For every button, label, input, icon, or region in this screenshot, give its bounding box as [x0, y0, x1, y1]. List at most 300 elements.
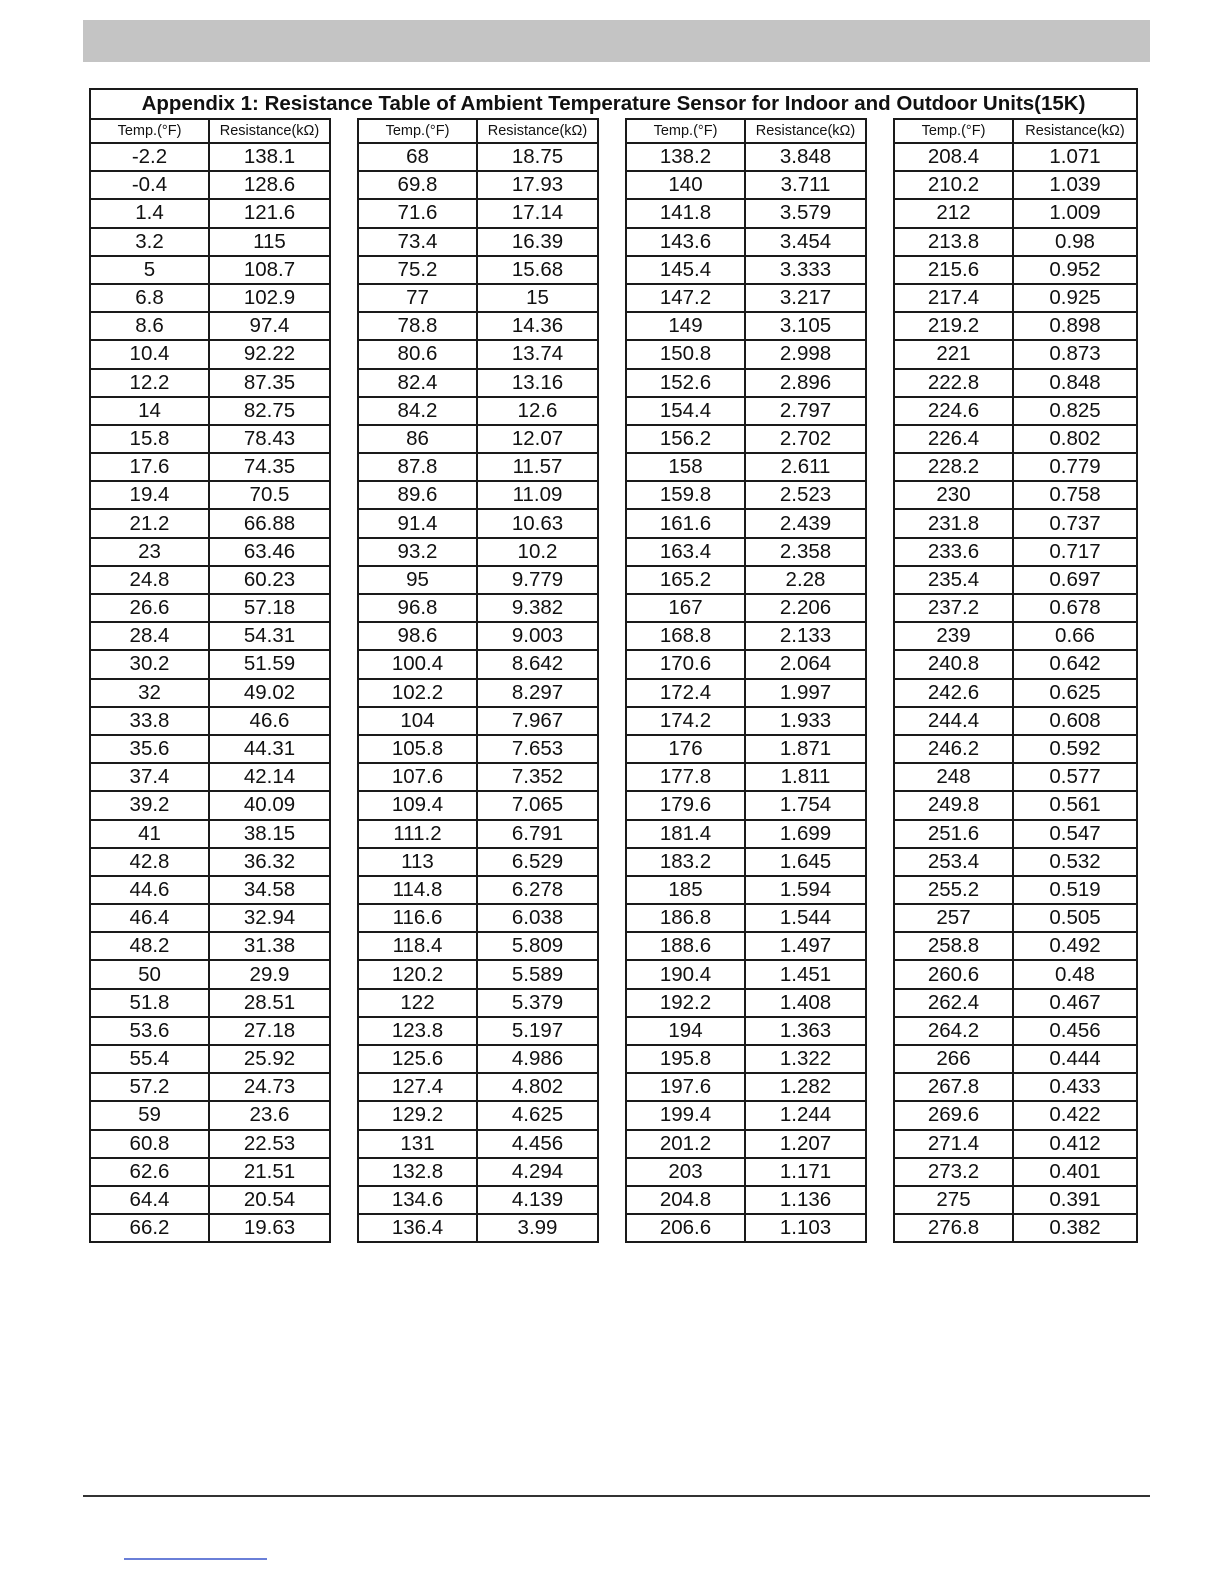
resistance-cell: 15	[477, 284, 598, 312]
resistance-cell: 1.997	[745, 679, 866, 707]
column-gap	[330, 1130, 358, 1158]
temp-cell: 181.4	[626, 820, 745, 848]
resistance-cell: 66.88	[209, 509, 330, 537]
resistance-cell: 0.717	[1013, 538, 1137, 566]
column-gap	[866, 284, 894, 312]
temp-cell: 253.4	[894, 848, 1013, 876]
temp-cell: 231.8	[894, 509, 1013, 537]
resistance-cell: 0.779	[1013, 453, 1137, 481]
resistance-cell: 1.699	[745, 820, 866, 848]
resistance-cell: 0.697	[1013, 566, 1137, 594]
resistance-cell: 12.6	[477, 397, 598, 425]
resistance-cell: 3.711	[745, 171, 866, 199]
resistance-cell: 87.35	[209, 369, 330, 397]
table-row	[90, 932, 1137, 960]
table-row	[90, 1045, 1137, 1073]
column-gap	[330, 143, 358, 171]
resistance-cell: 10.2	[477, 538, 598, 566]
column-gap	[330, 284, 358, 312]
footer-link-underline[interactable]	[124, 1558, 267, 1560]
resistance-cell: 138.1	[209, 143, 330, 171]
column-gap	[866, 904, 894, 932]
temp-cell: 24.8	[90, 566, 209, 594]
resistance-cell: 1.136	[745, 1186, 866, 1214]
resistance-cell: 1.322	[745, 1045, 866, 1073]
column-gap	[598, 397, 626, 425]
temp-cell: 84.2	[358, 397, 477, 425]
resistance-cell: 25.92	[209, 1045, 330, 1073]
resistance-cell: 7.065	[477, 791, 598, 819]
resistance-cell: 21.51	[209, 1158, 330, 1186]
resistance-cell: 6.791	[477, 820, 598, 848]
temp-cell: 224.6	[894, 397, 1013, 425]
temp-cell: 260.6	[894, 960, 1013, 988]
resistance-cell: 2.358	[745, 538, 866, 566]
resistance-cell: 0.561	[1013, 791, 1137, 819]
column-gap	[866, 1130, 894, 1158]
temp-cell: 147.2	[626, 284, 745, 312]
column-header-resistance: Resistance(kΩ)	[745, 119, 866, 143]
column-gap	[598, 876, 626, 904]
column-gap	[866, 119, 894, 143]
temp-cell: 32	[90, 679, 209, 707]
resistance-cell: 20.54	[209, 1186, 330, 1214]
temp-cell: 174.2	[626, 707, 745, 735]
resistance-cell: 0.758	[1013, 481, 1137, 509]
resistance-cell: 6.038	[477, 904, 598, 932]
temp-cell: 131	[358, 1130, 477, 1158]
temp-cell: 53.6	[90, 1017, 209, 1045]
resistance-cell: 92.22	[209, 340, 330, 368]
temp-cell: 152.6	[626, 369, 745, 397]
table-row	[90, 538, 1137, 566]
table-row	[90, 509, 1137, 537]
column-gap	[866, 650, 894, 678]
table-row	[90, 369, 1137, 397]
column-gap	[330, 481, 358, 509]
column-gap	[330, 453, 358, 481]
column-gap	[330, 820, 358, 848]
resistance-cell: 1.408	[745, 989, 866, 1017]
resistance-cell: 10.63	[477, 509, 598, 537]
temp-cell: 228.2	[894, 453, 1013, 481]
column-gap	[330, 256, 358, 284]
resistance-cell: 38.15	[209, 820, 330, 848]
temp-cell: 113	[358, 848, 477, 876]
temp-cell: 8.6	[90, 312, 209, 340]
column-gap	[598, 143, 626, 171]
temp-cell: 194	[626, 1017, 745, 1045]
resistance-cell: 0.873	[1013, 340, 1137, 368]
resistance-cell: 0.382	[1013, 1214, 1137, 1242]
resistance-cell: 0.898	[1013, 312, 1137, 340]
resistance-cell: 11.57	[477, 453, 598, 481]
temp-cell: 129.2	[358, 1101, 477, 1129]
temp-cell: 10.4	[90, 340, 209, 368]
temp-cell: 248	[894, 763, 1013, 791]
temp-cell: 255.2	[894, 876, 1013, 904]
table-row	[90, 791, 1137, 819]
temp-cell: 213.8	[894, 228, 1013, 256]
resistance-cell: 0.412	[1013, 1130, 1137, 1158]
table-row	[90, 707, 1137, 735]
column-gap	[598, 594, 626, 622]
column-gap	[330, 119, 358, 143]
temp-cell: 186.8	[626, 904, 745, 932]
table-row	[90, 848, 1137, 876]
column-gap	[866, 735, 894, 763]
column-gap	[866, 679, 894, 707]
resistance-cell: 102.9	[209, 284, 330, 312]
temp-cell: 15.8	[90, 425, 209, 453]
resistance-cell: 9.003	[477, 622, 598, 650]
resistance-cell: 7.653	[477, 735, 598, 763]
column-gap	[866, 848, 894, 876]
temp-cell: 215.6	[894, 256, 1013, 284]
temp-cell: 185	[626, 876, 745, 904]
temp-cell: 165.2	[626, 566, 745, 594]
column-gap	[330, 199, 358, 227]
column-gap	[598, 735, 626, 763]
temp-cell: 107.6	[358, 763, 477, 791]
temp-cell: 118.4	[358, 932, 477, 960]
column-gap	[866, 1017, 894, 1045]
resistance-cell: 3.848	[745, 143, 866, 171]
temp-cell: 222.8	[894, 369, 1013, 397]
temp-cell: 154.4	[626, 397, 745, 425]
column-gap	[866, 876, 894, 904]
column-gap	[330, 312, 358, 340]
temp-cell: 14	[90, 397, 209, 425]
resistance-cell: 19.63	[209, 1214, 330, 1242]
resistance-cell: 0.825	[1013, 397, 1137, 425]
resistance-cell: 0.952	[1013, 256, 1137, 284]
temp-cell: 262.4	[894, 989, 1013, 1017]
column-gap	[598, 284, 626, 312]
resistance-cell: 46.6	[209, 707, 330, 735]
column-gap	[598, 1158, 626, 1186]
column-gap	[330, 1214, 358, 1242]
resistance-cell: 128.6	[209, 171, 330, 199]
column-gap	[330, 228, 358, 256]
table-row	[90, 1073, 1137, 1101]
resistance-cell: 8.297	[477, 679, 598, 707]
resistance-cell: 16.39	[477, 228, 598, 256]
resistance-cell: 7.352	[477, 763, 598, 791]
resistance-cell: 0.98	[1013, 228, 1137, 256]
resistance-cell: 5.589	[477, 960, 598, 988]
resistance-cell: 1.071	[1013, 143, 1137, 171]
column-gap	[866, 622, 894, 650]
resistance-cell: 17.93	[477, 171, 598, 199]
temp-cell: 55.4	[90, 1045, 209, 1073]
column-header-resistance: Resistance(kΩ)	[209, 119, 330, 143]
temp-cell: 37.4	[90, 763, 209, 791]
temp-cell: 217.4	[894, 284, 1013, 312]
resistance-cell: 4.456	[477, 1130, 598, 1158]
resistance-table	[89, 88, 1138, 1243]
column-gap	[598, 1130, 626, 1158]
resistance-cell: 13.16	[477, 369, 598, 397]
column-gap	[598, 1214, 626, 1242]
temp-cell: 30.2	[90, 650, 209, 678]
temp-cell: 204.8	[626, 1186, 745, 1214]
table-body	[90, 143, 1137, 1242]
temp-cell: 138.2	[626, 143, 745, 171]
table-row	[90, 763, 1137, 791]
table-row	[90, 228, 1137, 256]
resistance-cell: 0.492	[1013, 932, 1137, 960]
resistance-cell: 7.967	[477, 707, 598, 735]
resistance-cell: 6.529	[477, 848, 598, 876]
temp-cell: 111.2	[358, 820, 477, 848]
temp-cell: 237.2	[894, 594, 1013, 622]
resistance-cell: 0.519	[1013, 876, 1137, 904]
column-gap	[866, 1158, 894, 1186]
page-header-bar	[83, 20, 1150, 62]
resistance-cell: 49.02	[209, 679, 330, 707]
table-row	[90, 989, 1137, 1017]
resistance-cell: 2.998	[745, 340, 866, 368]
temp-cell: 150.8	[626, 340, 745, 368]
temp-cell: 156.2	[626, 425, 745, 453]
temp-cell: 44.6	[90, 876, 209, 904]
resistance-cell: 0.456	[1013, 1017, 1137, 1045]
temp-cell: 197.6	[626, 1073, 745, 1101]
temp-cell: 266	[894, 1045, 1013, 1073]
column-gap	[330, 1017, 358, 1045]
column-gap	[598, 650, 626, 678]
resistance-cell: 2.797	[745, 397, 866, 425]
resistance-cell: 3.333	[745, 256, 866, 284]
column-gap	[598, 538, 626, 566]
table-row	[90, 1158, 1137, 1186]
temp-cell: -0.4	[90, 171, 209, 199]
column-gap	[330, 1045, 358, 1073]
resistance-cell: 2.896	[745, 369, 866, 397]
resistance-cell: 2.702	[745, 425, 866, 453]
temp-cell: 230	[894, 481, 1013, 509]
column-gap	[330, 791, 358, 819]
temp-cell: 57.2	[90, 1073, 209, 1101]
resistance-cell: 22.53	[209, 1130, 330, 1158]
table-row	[90, 566, 1137, 594]
temp-cell: 51.8	[90, 989, 209, 1017]
table-row	[90, 397, 1137, 425]
temp-cell: 192.2	[626, 989, 745, 1017]
column-gap	[330, 989, 358, 1017]
resistance-cell: 0.48	[1013, 960, 1137, 988]
column-gap	[330, 876, 358, 904]
resistance-cell: 0.66	[1013, 622, 1137, 650]
resistance-cell: 108.7	[209, 256, 330, 284]
column-gap	[330, 594, 358, 622]
column-header-temp: Temp.(°F)	[894, 119, 1013, 143]
temp-cell: 77	[358, 284, 477, 312]
resistance-cell: 1.451	[745, 960, 866, 988]
temp-cell: 183.2	[626, 848, 745, 876]
table-row	[90, 1017, 1137, 1045]
column-gap	[330, 369, 358, 397]
resistance-table-container	[89, 88, 1136, 1243]
table-row	[90, 650, 1137, 678]
temp-cell: 264.2	[894, 1017, 1013, 1045]
column-gap	[598, 989, 626, 1017]
table-row	[90, 876, 1137, 904]
resistance-cell: 31.38	[209, 932, 330, 960]
column-header-temp: Temp.(°F)	[626, 119, 745, 143]
column-gap	[598, 256, 626, 284]
temp-cell: 6.8	[90, 284, 209, 312]
resistance-cell: 13.74	[477, 340, 598, 368]
temp-cell: 172.4	[626, 679, 745, 707]
resistance-cell: 1.363	[745, 1017, 866, 1045]
resistance-cell: 51.59	[209, 650, 330, 678]
resistance-cell: 1.497	[745, 932, 866, 960]
column-gap	[598, 566, 626, 594]
table-row	[90, 171, 1137, 199]
resistance-cell: 1.103	[745, 1214, 866, 1242]
column-gap	[866, 256, 894, 284]
column-gap	[330, 340, 358, 368]
temp-cell: 249.8	[894, 791, 1013, 819]
temp-cell: 73.4	[358, 228, 477, 256]
resistance-cell: 1.282	[745, 1073, 866, 1101]
column-gap	[598, 679, 626, 707]
temp-cell: 46.4	[90, 904, 209, 932]
temp-cell: 269.6	[894, 1101, 1013, 1129]
table-row	[90, 904, 1137, 932]
temp-cell: 104	[358, 707, 477, 735]
temp-cell: 86	[358, 425, 477, 453]
temp-cell: 60.8	[90, 1130, 209, 1158]
column-gap	[866, 453, 894, 481]
table-row	[90, 1130, 1137, 1158]
resistance-cell: 0.642	[1013, 650, 1137, 678]
resistance-cell: 54.31	[209, 622, 330, 650]
resistance-cell: 6.278	[477, 876, 598, 904]
column-gap	[598, 1186, 626, 1214]
resistance-cell: 0.505	[1013, 904, 1137, 932]
column-gap	[598, 1017, 626, 1045]
resistance-cell: 18.75	[477, 143, 598, 171]
table-row	[90, 340, 1137, 368]
column-gap	[598, 932, 626, 960]
temp-cell: 201.2	[626, 1130, 745, 1158]
temp-cell: 258.8	[894, 932, 1013, 960]
resistance-cell: 60.23	[209, 566, 330, 594]
resistance-cell: 0.737	[1013, 509, 1137, 537]
temp-cell: 120.2	[358, 960, 477, 988]
resistance-cell: 1.754	[745, 791, 866, 819]
temp-cell: 208.4	[894, 143, 1013, 171]
resistance-cell: 0.678	[1013, 594, 1137, 622]
resistance-cell: 1.544	[745, 904, 866, 932]
column-gap	[330, 509, 358, 537]
column-gap	[598, 1101, 626, 1129]
temp-cell: 68	[358, 143, 477, 171]
temp-cell: 170.6	[626, 650, 745, 678]
resistance-cell: 34.58	[209, 876, 330, 904]
temp-cell: 210.2	[894, 171, 1013, 199]
resistance-cell: 23.6	[209, 1101, 330, 1129]
resistance-cell: 8.642	[477, 650, 598, 678]
temp-cell: 127.4	[358, 1073, 477, 1101]
resistance-cell: 1.009	[1013, 199, 1137, 227]
table-row	[90, 622, 1137, 650]
resistance-cell: 1.207	[745, 1130, 866, 1158]
column-gap	[866, 791, 894, 819]
temp-cell: 235.4	[894, 566, 1013, 594]
temp-cell: 66.2	[90, 1214, 209, 1242]
resistance-cell: 15.68	[477, 256, 598, 284]
column-gap	[598, 369, 626, 397]
column-gap	[866, 1045, 894, 1073]
resistance-cell: 0.547	[1013, 820, 1137, 848]
resistance-cell: 1.171	[745, 1158, 866, 1186]
temp-cell: 161.6	[626, 509, 745, 537]
temp-cell: 203	[626, 1158, 745, 1186]
resistance-cell: 32.94	[209, 904, 330, 932]
column-gap	[866, 538, 894, 566]
resistance-cell: 24.73	[209, 1073, 330, 1101]
temp-cell: 149	[626, 312, 745, 340]
column-gap	[598, 481, 626, 509]
temp-cell: 98.6	[358, 622, 477, 650]
resistance-cell: 3.579	[745, 199, 866, 227]
table-row	[90, 481, 1137, 509]
column-gap	[866, 989, 894, 1017]
temp-cell: 100.4	[358, 650, 477, 678]
resistance-cell: 11.09	[477, 481, 598, 509]
table-row	[90, 594, 1137, 622]
resistance-cell: 1.244	[745, 1101, 866, 1129]
resistance-cell: 2.28	[745, 566, 866, 594]
resistance-cell: 5.197	[477, 1017, 598, 1045]
column-gap	[866, 1214, 894, 1242]
resistance-cell: 4.139	[477, 1186, 598, 1214]
column-gap	[866, 1073, 894, 1101]
column-gap	[866, 594, 894, 622]
column-gap	[598, 848, 626, 876]
column-gap	[598, 1045, 626, 1073]
temp-cell: 64.4	[90, 1186, 209, 1214]
column-gap	[598, 904, 626, 932]
temp-cell: 69.8	[358, 171, 477, 199]
resistance-cell: 27.18	[209, 1017, 330, 1045]
temp-cell: 26.6	[90, 594, 209, 622]
temp-cell: 145.4	[626, 256, 745, 284]
column-header-resistance: Resistance(kΩ)	[477, 119, 598, 143]
resistance-cell: 97.4	[209, 312, 330, 340]
table-row	[90, 735, 1137, 763]
column-gap	[598, 312, 626, 340]
resistance-cell: 0.925	[1013, 284, 1137, 312]
column-gap	[598, 622, 626, 650]
column-gap	[330, 932, 358, 960]
column-gap	[330, 538, 358, 566]
resistance-cell: 9.382	[477, 594, 598, 622]
temp-cell: 271.4	[894, 1130, 1013, 1158]
resistance-cell: 0.391	[1013, 1186, 1137, 1214]
column-gap	[330, 622, 358, 650]
column-gap	[330, 735, 358, 763]
column-header-temp: Temp.(°F)	[90, 119, 209, 143]
column-gap	[330, 679, 358, 707]
resistance-cell: 17.14	[477, 199, 598, 227]
column-gap	[866, 707, 894, 735]
column-gap	[598, 228, 626, 256]
